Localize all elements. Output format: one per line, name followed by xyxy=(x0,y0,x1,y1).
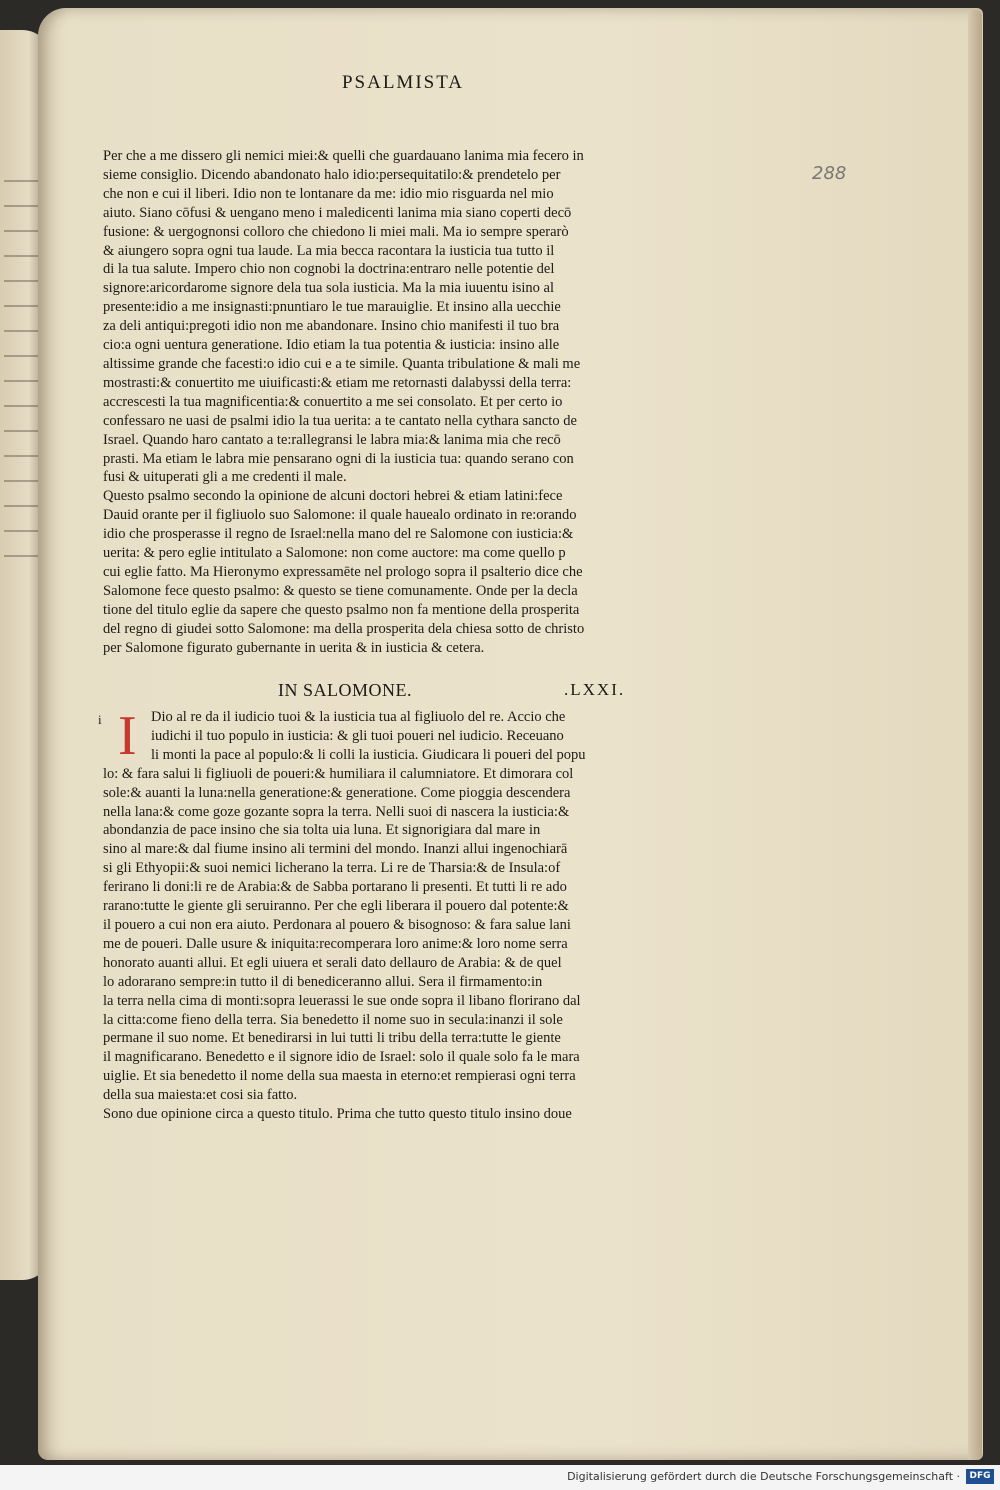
text-line: tione del titulo eglie da sapere che questo psalmo non fa mentione della prosperita xyxy=(103,601,580,618)
text-line: lo adorarano sempre:in tutto il di benediceranno allui. Sera il firmamento:in xyxy=(103,973,543,990)
footer-credit: Digitalisierung gefördert durch die Deutsche Forschungsgemeinschaft · xyxy=(567,1470,960,1483)
text-line: rarano:tutte le giente gli seruiranno. Per che egli liberara il pouero dal potente:& xyxy=(103,898,569,915)
text-line: la terra nella cima di monti:sopra leuerassi le sue onde sopra il libano florirano dal xyxy=(103,992,581,1009)
commentary-text-1 xyxy=(103,147,703,657)
text-line: honorato auanti allui. Et egli uiuera et serali dato dellauro de Arabia: & de quel xyxy=(103,954,562,971)
text-line: iudichi il tuo populo in iusticia: & gli tuoi poueri nel iudicio. Receuano xyxy=(151,727,564,744)
text-line: abondanzia de pace insino che sia tolta uia luna. Et signorigiara dal mare in xyxy=(103,822,541,839)
text-line: che non e cui il liberi. Idio non te lontanare da me: idio mio risguarda nel mio xyxy=(103,185,554,202)
text-line: mostrasti:& conuertito me uiuificasti:& etiam me retornasti dalabyssi della terra: xyxy=(103,374,572,391)
text-line: cui eglie fatto. Ma Hieronymo expressamēte nel prologo sopra il psalterio dice che xyxy=(103,563,583,580)
folio-number: 288 xyxy=(812,163,847,184)
text-line: & aiungero sopra ogni tua laude. La mia becca racontara la iusticia tua tutto il xyxy=(103,242,555,259)
text-line: altissime grande che facesti:o idio cui e a te simile. Quanta tribulatione & mali me xyxy=(103,355,581,372)
text-line: il pouero a cui non era aiuto. Perdonara al pouero & bisognoso: & fara salue lani xyxy=(103,916,571,933)
text-line: confessaro ne uasi de psalmi idio la tua uerita: a te cantato nella cythara sancto de xyxy=(103,412,577,429)
psalm-number: .LXXI. xyxy=(564,680,626,699)
text-line: ferirano li doni:li re de Arabia:& de Sabba portarano li presenti. Et tutti li re ado xyxy=(103,879,567,896)
text-line: permane il suo nome. Et benedirarsi in lui tutti li tribu della terra:tutte le giente xyxy=(103,1030,561,1047)
text-line: di la tua salute. Impero chio non cognobi la doctrina:entraro nelle potentie del xyxy=(103,261,555,278)
text-line: me de poueri. Dalle usure & iniquita:recomperara loro anime:& loro nome serra xyxy=(103,935,568,952)
text-line: del regno di giudei sotto Salomone: ma della prosperita dela chiesa sotto de christo xyxy=(103,620,585,637)
text-line: fusione: & uergognonsi colloro che chiedono li miei mali. Ma io sempre sperarò xyxy=(103,223,569,240)
text-line: la citta:come fieno della terra. Sia benedetto il nome suo in secula:inanzi il sole xyxy=(103,1011,563,1028)
psalm-text xyxy=(103,705,703,1124)
text-line: Dio al re da il iudicio tuoi & la iusticia tua al figliuolo del re. Accio che xyxy=(151,709,566,725)
text-line: Dauid orante per il figliuolo suo Salomone: il quale hauealo ordinato in re:orando xyxy=(103,507,577,524)
text-line: uiglie. Et sia benedetto il nome della sua maesta in eterno:et rempierasi ogni terra xyxy=(103,1068,576,1085)
text-line: Salomone fece questo psalmo: & questo se tiene comunamente. Onde per la decla xyxy=(103,582,578,599)
guide-letter: i xyxy=(98,712,102,727)
text-line: il magnificarano. Benedetto e il signore idio de Israel: solo il quale solo fa le mara xyxy=(103,1049,580,1066)
text-line: idio che prosperasse il regno de Israel:nella mano del re Salomone con iusticia:& xyxy=(103,526,574,543)
text-line: accrescesti la tua magnificentia:& conuertito a me sei consolato. Et per certo io xyxy=(103,393,563,410)
text-line: sino al mare:& dal fiume insino ali termini del mondo. Inanzi allui ingenochiarā xyxy=(103,841,568,858)
page-edge xyxy=(968,10,982,1460)
text-line: prasti. Ma etiam le labra mie pensarano ogni di la iusticia tua: quando serano con xyxy=(103,450,574,467)
text-line: li monti la pace al populo:& li colli la iusticia. Giudicara li poueri del popu xyxy=(151,746,586,763)
text-line: Questo psalmo secondo la opinione de alcuni doctori hebrei & etiam latini:fece xyxy=(103,488,563,505)
text-line: uerita: & pero eglie intitulato a Salomone: non come auctore: ma come quello p xyxy=(103,545,566,562)
section-title: IN SALOMONE. xyxy=(278,680,412,700)
text-line: sieme consiglio. Dicendo abandonato halo idio:persequitatilo:& prendetelo per xyxy=(103,166,561,183)
text-line: za deli antiqui:pregoti idio non me abandonare. Insino chio manifesti il tuo bra xyxy=(103,318,560,335)
text-line: lo: & fara salui li figliuoli de poueri:& humiliara il calumniatore. Et dimorara col xyxy=(103,765,574,782)
text-line: Per che a me dissero gli nemici miei:& quelli che guardauano lanima mia fecero in xyxy=(103,148,584,164)
text-line: nella lana:& come goze gozante sopra la terra. Nelli suoi di nascera la iusticia:& xyxy=(103,803,570,820)
footer-bar xyxy=(0,1465,1000,1490)
text-line: fusi & uituperati gli a me credenti il male. xyxy=(103,469,347,486)
text-line: Sono due opinione circa a questo titulo. Prima che tutto questo titulo insino doue xyxy=(103,1106,572,1123)
running-head: PSALMISTA xyxy=(341,72,465,93)
text-line: della sua maiesta:et cosi sia fatto. xyxy=(103,1087,298,1104)
text-line: per Salomone figurato gubernante in uerita & in iusticia & cetera. xyxy=(103,639,485,656)
text-line: aiuto. Siano cōfusi & uengano meno i maledicenti lanima mia siano coperti decō xyxy=(103,204,572,221)
text-line: Israel. Quando haro cantato a te:rallegransi le labra mia:& lanima mia che recō xyxy=(103,431,561,448)
text-line: cio:a ogni uentura generatione. Idio etiam la tua potentia & iusticia: insino alle xyxy=(103,337,560,354)
text-line: signore:aricordarome signore dela tua sola iusticia. Ma la mia iuuentu isino al xyxy=(103,280,554,297)
text-line: si gli Ethyopii:& suoi nemici licherano la terra. Li re de Tharsia:& de Insula:of xyxy=(103,860,561,877)
text-line: sole:& auanti la luna:nella generatione:& generatione. Come pioggia descendera xyxy=(103,784,571,801)
red-initial: I xyxy=(118,705,137,767)
dfg-logo-icon[interactable]: DFG xyxy=(966,1469,994,1484)
text-line: presente:idio a me insignasti:pnuntiaro le tue marauiglie. Et insino alla uecchie xyxy=(103,299,561,316)
